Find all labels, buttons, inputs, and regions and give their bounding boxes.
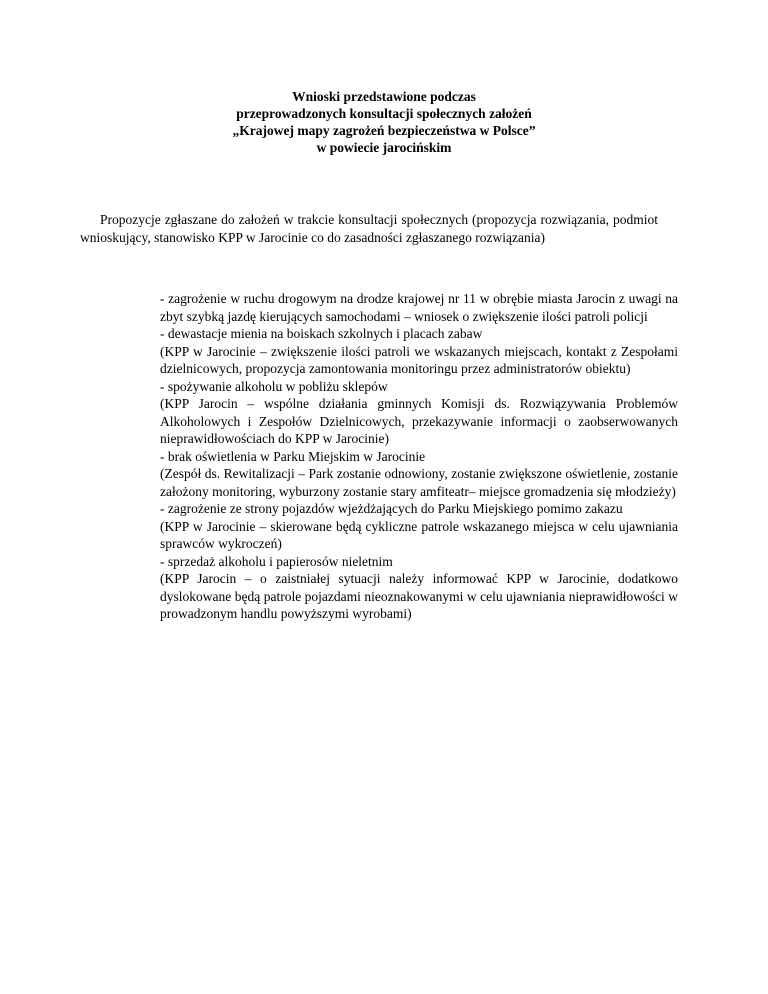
list-item: - brak oświetlenia w Parku Miejskim w Jarocinie: [160, 448, 426, 464]
list-item: - zagrożenie ze strony pojazdów wjeżdżających do Parku Miejskiego pomimo zakazu: [160, 501, 623, 516]
list-item: - zagrożenie w ruchu drogowym na drodze krajowej nr 11 w obrębie miasta Jarocin z uwagi na zbyt szybką jazdę kierujących samochodami – wniosek o zwiększenie ilości patroli policji: [160, 291, 678, 324]
proposal-list: [160, 290, 678, 623]
list-item: - spożywanie alkoholu w pobliżu sklepów: [160, 378, 388, 394]
list-item: (KPP w Jarocinie – zwiększenie ilości patroli we wskazanych miejscach, kontakt z Zespołami dzielnicowych, propozycja zamontowania monitoringu przez administratorów obiektu): [160, 343, 678, 376]
list-item: (KPP Jarocin – wspólne działania gminnych Komisji ds. Rozwiązywania Problemów Alkoholowych i Zespołów Dzielnicowych, przekazywanie informacji o zaobserwowanych nieprawidłowościach do KPP w Jarocinie): [160, 396, 678, 446]
title-line-4: w powiecie jarocińskim: [316, 140, 452, 155]
list-item: (Zespół ds. Rewitalizacji – Park zostanie odnowiony, zostanie zwiększone oświetlenie, zostanie założony monitoring, wyburzony zostanie stary amfiteatr– miejsce gromadzenia się młodzieży): [160, 466, 678, 499]
list-item: (KPP Jarocin – o zaistniałej sytuacji należy informować KPP w Jarocinie, dodatkowo dyslokowane będą patrole pojazdami nieoznakowanymi w celu ujawniania nieprawidłowości w prowadzonym handlu powyższymi wyrobami): [160, 571, 678, 621]
title-line-2: przeprowadzonych konsultacji społecznych założeń: [236, 106, 532, 121]
list-item: - dewastacje mienia na boiskach szkolnych i placach zabaw: [160, 326, 483, 341]
list-item: (KPP w Jarocinie – skierowane będą cykliczne patrole wskazanego miejsca w celu ujawniania sprawców wykroczeń): [160, 518, 678, 551]
list-item: - sprzedaż alkoholu i papierosów nieletnim: [160, 553, 393, 569]
document-title: [0, 88, 768, 156]
title-line-3: „Krajowej mapy zagrożeń bezpieczeństwa w Polsce”: [232, 123, 536, 138]
intro-paragraph: Propozycje zgłaszane do założeń w trakcie konsultacji społecznych (propozycja rozwiązania, podmiot wnioskujący, stanowisko KPP w Jarocinie co do zasadności zgłaszanego rozwiązania): [80, 212, 658, 245]
title-line-1: Wnioski przedstawione podczas: [292, 89, 476, 104]
